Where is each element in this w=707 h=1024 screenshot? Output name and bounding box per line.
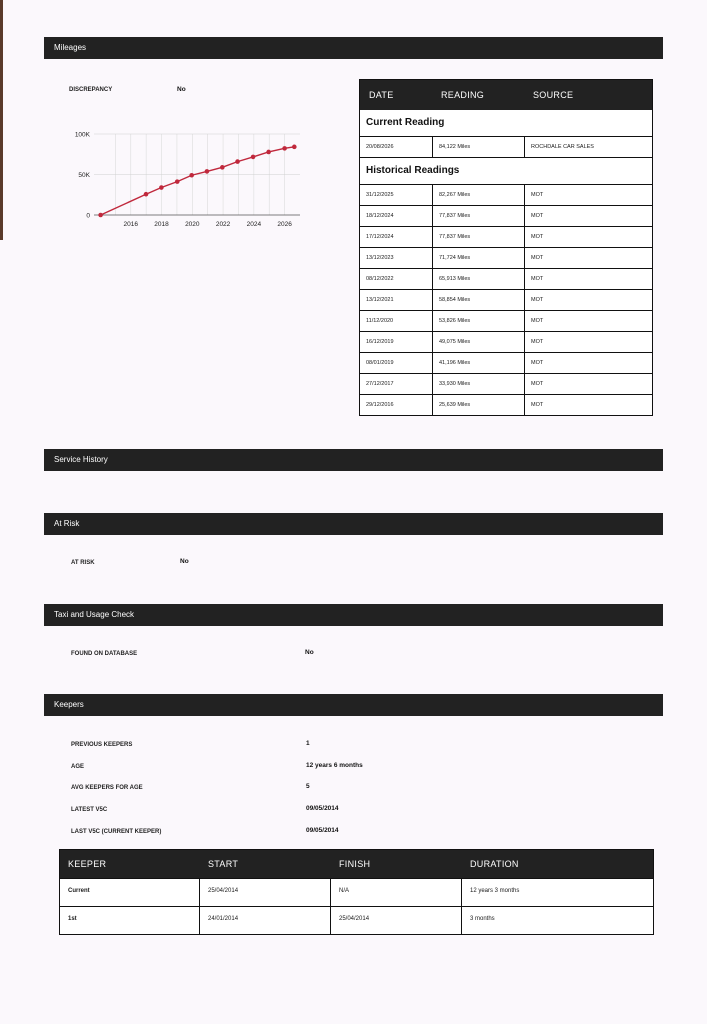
header-start: START <box>208 859 239 869</box>
cell-reading: 82,267 Miles <box>433 185 525 205</box>
mileage-data-point <box>251 155 256 160</box>
historical-reading-row <box>360 374 652 395</box>
avg-keepers-label: AVG KEEPERS FOR AGE <box>71 785 143 791</box>
mileage-data-point <box>235 159 240 164</box>
readings-table <box>359 79 653 416</box>
header-keeper: KEEPER <box>68 859 107 869</box>
mileage-data-point <box>266 150 271 155</box>
cell-date: 08/01/2019 <box>360 353 433 373</box>
cell-source: MOT <box>531 276 544 282</box>
mileage-series-line <box>101 147 295 215</box>
latest-v5c-label: LATEST V5C <box>71 807 108 813</box>
section-header-service-history: Service History <box>44 449 663 471</box>
mileage-data-point <box>292 145 297 150</box>
section-header-keepers: Keepers <box>44 694 663 716</box>
cell-date: 20/08/2026 <box>360 137 433 157</box>
current-reading-title: Current Reading <box>360 110 652 137</box>
section-header-mileages: Mileages <box>44 37 663 59</box>
x-tick-label: 2018 <box>154 221 169 228</box>
cell-reading: 65,913 Miles <box>433 269 525 289</box>
cell-date: 13/12/2021 <box>360 290 433 310</box>
previous-keepers-label: PREVIOUS KEEPERS <box>71 742 133 748</box>
cell-date: 17/12/2024 <box>360 227 433 247</box>
mileage-data-point <box>98 213 103 218</box>
mileage-data-point <box>220 165 225 170</box>
header-source: SOURCE <box>533 90 574 100</box>
mileage-data-point <box>175 179 180 184</box>
cell-date: 11/12/2020 <box>360 311 433 331</box>
keeper-row-1st <box>60 906 653 934</box>
cell-duration: 3 months <box>470 916 495 922</box>
age-label: AGE <box>71 764 85 770</box>
historical-reading-row <box>360 185 652 206</box>
x-tick-label: 2020 <box>185 221 200 228</box>
historical-readings-list <box>360 185 652 415</box>
historical-reading-row <box>360 290 652 311</box>
keepers-table-header <box>60 850 653 878</box>
mileage-data-point <box>159 185 164 190</box>
mileage-data-point <box>282 146 287 151</box>
current-reading-row <box>360 137 652 158</box>
section-header-at-risk: At Risk <box>44 513 663 535</box>
header-reading: READING <box>441 90 485 100</box>
last-v5c-value: 09/05/2014 <box>306 827 339 834</box>
page-edge-shadow <box>0 0 3 240</box>
header-date: DATE <box>369 90 394 100</box>
avg-keepers-value: 5 <box>306 783 310 790</box>
historical-reading-row <box>360 353 652 374</box>
x-tick-label: 2022 <box>215 221 231 228</box>
discrepancy-label: DISCREPANCY <box>69 87 113 93</box>
found-on-database-value: No <box>305 649 314 656</box>
cell-duration: 12 years 3 months <box>470 888 520 894</box>
readings-table-header <box>360 80 652 110</box>
cell-date: 18/12/2024 <box>360 206 433 226</box>
y-tick-label: 100K <box>74 131 90 139</box>
x-tick-label: 2024 <box>246 221 262 228</box>
previous-keepers-value: 1 <box>306 740 310 747</box>
cell-reading: 53,826 Miles <box>433 311 525 331</box>
historical-reading-row <box>360 311 652 332</box>
cell-reading: 77,837 Miles <box>433 227 525 247</box>
section-header-taxi-usage: Taxi and Usage Check <box>44 604 663 626</box>
keeper-row-current <box>60 878 653 906</box>
found-on-database-label: FOUND ON DATABASE <box>71 651 138 657</box>
cell-source: MOT <box>531 360 544 366</box>
cell-source: MOT <box>531 318 544 324</box>
x-tick-label: 2026 <box>277 221 292 228</box>
cell-date: 29/12/2016 <box>360 395 433 415</box>
cell-keeper: Current <box>60 879 200 906</box>
cell-reading: 25,639 Miles <box>433 395 525 415</box>
keepers-table <box>59 849 654 935</box>
cell-source: MOT <box>531 234 544 240</box>
y-tick-label: 0 <box>86 212 90 220</box>
mileage-chart-svg <box>60 125 310 235</box>
cell-finish: 25/04/2014 <box>331 907 462 934</box>
historical-reading-row <box>360 395 652 415</box>
discrepancy-value: No <box>177 86 186 93</box>
at-risk-label: AT RISK <box>71 560 95 566</box>
cell-source: MOT <box>531 402 544 408</box>
y-tick-label: 50K <box>78 172 90 179</box>
latest-v5c-value: 09/05/2014 <box>306 805 339 812</box>
mileage-chart <box>60 125 310 235</box>
cell-reading: 58,854 Miles <box>433 290 525 310</box>
cell-date: 08/12/2022 <box>360 269 433 289</box>
cell-reading: 49,075 Miles <box>433 332 525 352</box>
cell-date: 16/12/2019 <box>360 332 433 352</box>
header-duration: DURATION <box>470 859 519 869</box>
cell-source: MOT <box>531 255 544 261</box>
cell-date: 13/12/2023 <box>360 248 433 268</box>
historical-reading-row <box>360 332 652 353</box>
header-finish: FINISH <box>339 859 371 869</box>
cell-source: MOT <box>531 192 544 198</box>
cell-source: ROCHDALE CAR SALES <box>531 144 594 150</box>
cell-date: 31/12/2025 <box>360 185 433 205</box>
historical-reading-row <box>360 206 652 227</box>
cell-reading: 71,724 Miles <box>433 248 525 268</box>
historical-reading-row <box>360 227 652 248</box>
cell-reading: 33,930 Miles <box>433 374 525 394</box>
at-risk-value: No <box>180 558 189 565</box>
cell-date: 27/12/2017 <box>360 374 433 394</box>
age-value: 12 years 6 months <box>306 762 363 769</box>
cell-reading: 84,122 Miles <box>433 137 525 157</box>
mileage-data-point <box>205 169 210 174</box>
mileage-data-point <box>144 192 149 197</box>
cell-reading: 41,196 Miles <box>433 353 525 373</box>
historical-readings-title: Historical Readings <box>360 158 652 185</box>
cell-start: 24/01/2014 <box>200 907 331 934</box>
cell-keeper: 1st <box>60 907 200 934</box>
cell-source: MOT <box>531 213 544 219</box>
cell-source: MOT <box>531 297 544 303</box>
historical-reading-row <box>360 248 652 269</box>
cell-reading: 77,837 Miles <box>433 206 525 226</box>
cell-source: MOT <box>531 381 544 387</box>
cell-source: MOT <box>531 339 544 345</box>
mileage-data-point <box>189 173 194 178</box>
last-v5c-label: LAST V5C (CURRENT KEEPER) <box>71 829 162 835</box>
cell-finish: N/A <box>331 879 462 906</box>
cell-start: 25/04/2014 <box>200 879 331 906</box>
historical-reading-row <box>360 269 652 290</box>
x-tick-label: 2016 <box>123 221 139 228</box>
